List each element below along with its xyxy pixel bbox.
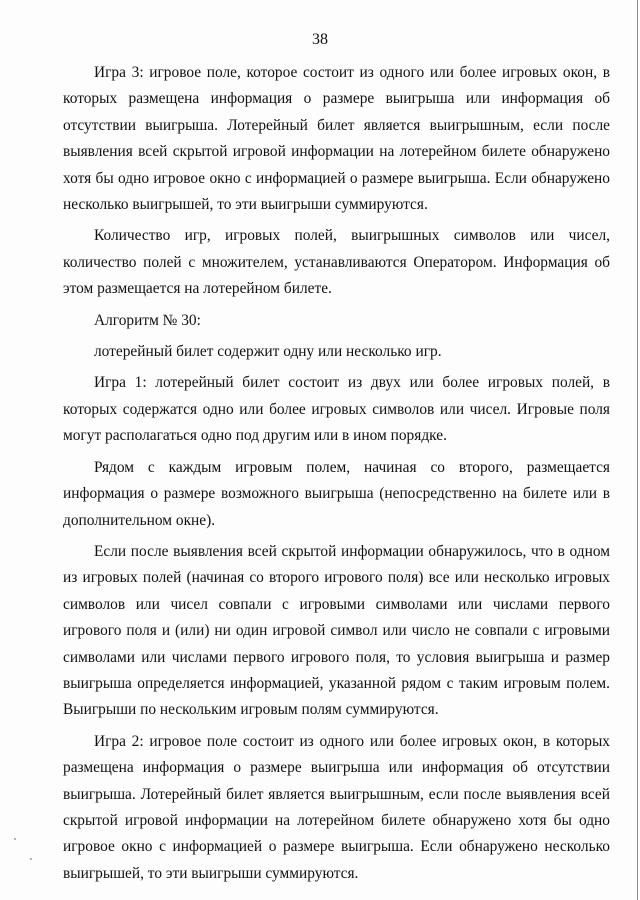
document-body [63,60,610,892]
page-number: 38 [312,31,328,48]
paragraph-game-3: Игра 3: игровое поле, которое состоит из одного или более игровых окон, в которых размещена информация о размере выигрыша или информация об отсутствии выигрыша. Лотерейный билет является выигрышным, если после выявления всей скрытой игровой информации на лотерейном билете обнаружено хотя бы одно игровое окно с информацией о размере выигрыша. Если обнаружено несколько выигрышей, то эти выигрыши суммируются. [63,64,610,214]
page-edge-line [637,0,638,900]
paragraph-game-1: Игра 1: лотерейный билет состоит из двух или более игровых полей, в которых содержатся одно или более игровых символов или чисел. Игровые поля могут располагаться одно под другим или в ином порядке. [63,374,610,445]
paragraph-algorithm-heading: Алгоритм № 30: [94,311,201,329]
paragraph-win-conditions: Если после выявления всей скрытой информации обнаружилось, что в одном из игровых полей (начиная со второго игрового поля) все или несколько игровых символов или чисел совпали с игровыми символами или числами первого игрового поля и (или) ни один игровой символ или число не совпали с игровыми символами или числами первого игрового поля, то условия выигрыша и размер выигрыша определяется информацией, указанной рядом с таким игровым полем. Выигрыши по нескольким игровым полям суммируются. [63,542,610,719]
scan-speck [14,838,16,840]
paragraph-next-to-field: Рядом с каждым игровым полем, начиная со второго, размещается информация о размере возможного выигрыша (непосредственно на билете или в дополнительном окне). [63,458,610,529]
paragraph-game-2: Игра 2: игровое поле состоит из одного или более игровых окон, в которых размещена информация о размере выигрыша или информация об отсутствии выигрыша. Лотерейный билет является выигрышным, если после выявления всей скрытой игровой информации на лотерейном билете обнаружено хотя бы одно игровое окно с информацией о размере выигрыша. Если обнаружено несколько выигрышей, то эти выигрыши суммируются. [63,732,610,882]
paragraph-quantity: Количество игр, игровых полей, выигрышных символов или чисел, количество полей с множителем, устанавливаются Оператором. Информация об этом размещается на лотерейном билете. [63,227,610,298]
scan-speck [30,858,32,860]
paragraph-ticket-contains: лотерейный билет содержит одну или несколько игр. [94,343,442,361]
